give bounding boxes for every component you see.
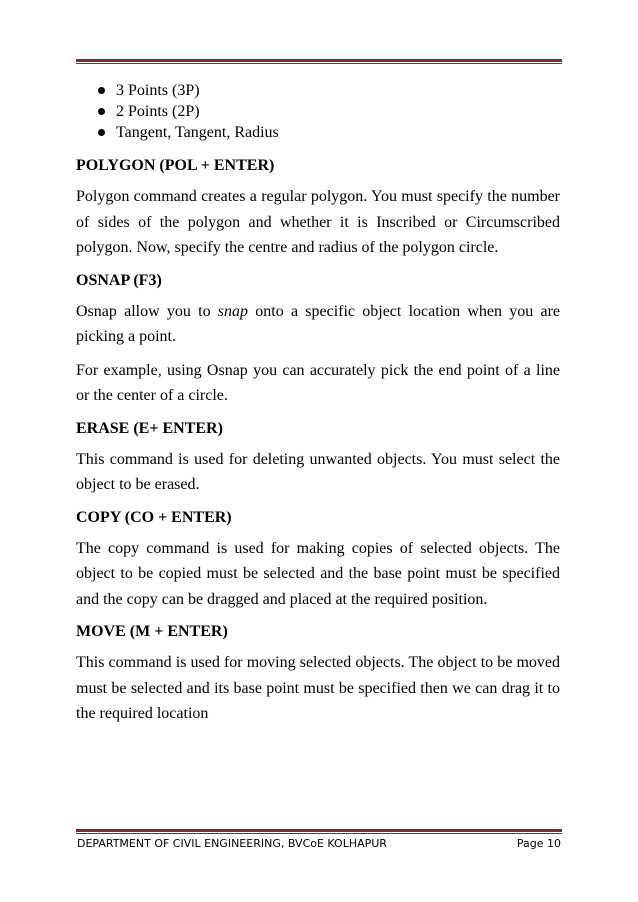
section-paragraph-copy: The copy command is used for making copies of selected objects. The object to be copied must be selected and the base point must be specified and the copy can be dragged and placed at the required position. — [76, 539, 560, 608]
bullet-list — [76, 80, 560, 143]
emphasis-snap: snap — [217, 302, 249, 320]
section-paragraph-erase: This command is used for deleting unwanted objects. You must select the object to be erased. — [76, 450, 560, 493]
bullet-icon — [98, 129, 105, 136]
section-heading-erase: ERASE (E+ ENTER) — [76, 419, 223, 437]
page-content — [76, 80, 560, 727]
list-item: 2 Points (2P) — [98, 101, 560, 122]
section-paragraph-move: This command is used for moving selected objects. The object to be moved must be selected and its base point must be specified then we can drag it to the required location — [76, 654, 560, 722]
section-paragraph-polygon: Polygon command creates a regular polygon. You must specify the number of sides of the polygon and whether it is Inscribed or Circumscribed polygon. Now, specify the centre and radius of the polygon circle. — [76, 188, 560, 256]
list-item: Tangent, Tangent, Radius — [98, 122, 560, 143]
section-heading-polygon: POLYGON (POL + ENTER) — [76, 157, 275, 174]
footer-rule — [76, 829, 562, 834]
section-paragraph-osnap: Osnap allow you to snap onto a specific object location when you are picking a point. — [76, 302, 560, 345]
footer-department: DEPARTMENT OF CIVIL ENGINEERING, BVCoE KOLHAPUR — [77, 837, 387, 850]
bullet-icon — [98, 87, 105, 94]
header-rule — [76, 59, 562, 64]
section-paragraph-osnap-example: For example, using Osnap you can accurately pick the end point of a line or the center of a circle. — [76, 361, 560, 404]
bullet-icon — [98, 108, 105, 115]
section-heading-osnap: OSNAP (F3) — [76, 271, 162, 289]
page-footer — [77, 837, 561, 850]
footer-page-number: Page 10 — [516, 837, 561, 850]
list-item: 3 Points (3P) — [98, 80, 560, 101]
section-heading-move: MOVE (M + ENTER) — [76, 623, 228, 640]
section-heading-copy: COPY (CO + ENTER) — [76, 508, 232, 526]
